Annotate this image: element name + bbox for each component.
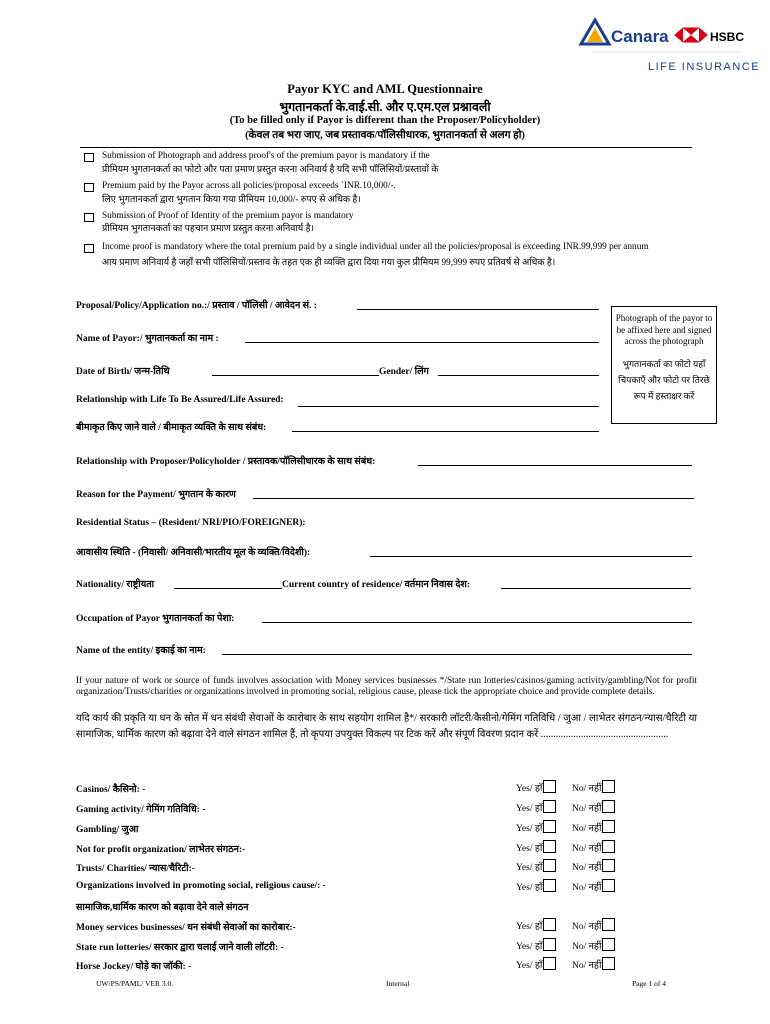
note-line: प्रीमियम भुगतानकर्ता का फोटो और पता प्रमाण प्रस्तुत करना अनिवार्य है यदि सभी पॉलिसियों/प्रस्तावों के bbox=[102, 165, 439, 175]
yes-checkbox[interactable] bbox=[543, 859, 556, 872]
answer-yes: Yes/ हाँ bbox=[516, 800, 556, 814]
answer-no: No/ नहीं bbox=[572, 820, 615, 834]
note-line: लिए भुगतानकर्ता द्वारा भुगतान किया गया प्रीमियम 10,000/- रुपए से अधिक है। bbox=[102, 195, 361, 205]
answer-no: No/ नहीं bbox=[572, 859, 615, 873]
residential-status-hi-label: आवासीय स्थिति - (निवासी/ अनिवासी/भारतीय मूल के व्यक्ति/विदेशी): bbox=[76, 548, 311, 558]
note-line: प्रीमियम भुगतानकर्ता का पहचान प्रमाण प्रस्तुत करना अनिवार्य है। bbox=[102, 224, 315, 234]
proposal-number-label: Proposal/Policy/Application no.:/ प्रस्ताव / पॉलिसी / आवेदन सं. : bbox=[76, 301, 317, 311]
note-line: आय प्रमाण अनिवार्य है जहाँ सभी पॉलिसियों/प्रस्ताव के तहत एक ही व्यक्ति द्वारा दिया गया कुल प्रीमियम 99,999 रुपए प्रतिवर्ष से अधिक है। bbox=[102, 258, 556, 268]
yes-checkbox[interactable] bbox=[543, 820, 556, 833]
payor-name-label: Name of Payor:/ भुगतानकर्ता का नाम : bbox=[76, 334, 219, 344]
hsbc-hexagon-icon bbox=[675, 28, 707, 42]
instructions-hi: यदि कार्य की प्रकृति या धन के स्रोत में धन संबंधी सेवाओं के कारोबार के साथ सहयोग शामिल है*/ सरकारी लॉटरी/कैसीनो/गेमिंग गतिविधि / जुआ / लाभेतर संगठन/न्यास/चैरिटी या सामाजिक, धार्मिक कारण को बढ़ावा देने वाले संगठन शामिल हैं, तो कृपया उपयुक्त विकल्प पर टिक करें और संपूर्ण विवरण प्रदान करें ................................................... bbox=[76, 713, 697, 740]
reason-input[interactable] bbox=[253, 498, 694, 499]
brand-canara: Canara bbox=[611, 27, 669, 46]
question-gambling: Gambling/ जुआ bbox=[76, 825, 139, 835]
entity-input[interactable] bbox=[222, 654, 692, 655]
answer-no: No/ नहीं bbox=[572, 800, 615, 814]
no-checkbox[interactable] bbox=[602, 938, 615, 951]
title-hi: भुगतानकर्ता के.वाई.सी. और ए.एम.एल प्रश्नावली bbox=[279, 100, 491, 114]
reason-label: Reason for the Payment/ भुगतान के कारण bbox=[76, 490, 236, 500]
photo-instruction-en: Photograph of the payor to be affixed here and signed across the photograph bbox=[615, 313, 713, 346]
answer-yes: Yes/ हाँ bbox=[516, 780, 556, 794]
question-money-services: Money services businesses/ धन संबंधी सेवाओं का कारोबार:- bbox=[76, 923, 296, 933]
relationship-la-hi-label: बीमाकृत किए जाने वाले / बीमाकृत व्यक्ति के साथ संबंध: bbox=[76, 423, 267, 433]
company-logo bbox=[573, 18, 761, 78]
yes-checkbox[interactable] bbox=[543, 938, 556, 951]
subtitle-en: (To be filled only if Payor is different than the Proposer/Policyholder) bbox=[229, 115, 541, 126]
brand-hsbc: HSBC bbox=[710, 30, 745, 44]
payor-name-input[interactable] bbox=[245, 342, 599, 343]
subtitle-hi: (केवल तब भरा जाए, जब प्रस्तावक/पॉलिसीधारक, भुगतानकर्ता से अलग हो) bbox=[245, 130, 525, 141]
divider bbox=[80, 147, 692, 148]
footer-version: UW/PS/PAML/ VER 3.0. bbox=[96, 979, 174, 988]
title-en: Payor KYC and AML Questionnaire bbox=[287, 82, 483, 96]
note-checkbox[interactable] bbox=[84, 244, 94, 253]
photo-placeholder[interactable] bbox=[611, 306, 717, 424]
yes-checkbox[interactable] bbox=[543, 800, 556, 813]
yes-checkbox[interactable] bbox=[543, 918, 556, 931]
no-checkbox[interactable] bbox=[602, 820, 615, 833]
no-checkbox[interactable] bbox=[602, 859, 615, 872]
answer-no: No/ नहीं bbox=[572, 879, 615, 893]
question-lotteries: State run lotteries/ सरकार द्वारा चलाई जाने वाली लॉटरी: - bbox=[76, 943, 284, 953]
residential-status-input[interactable] bbox=[370, 556, 692, 557]
relationship-la-input[interactable] bbox=[298, 406, 599, 407]
answer-yes: Yes/ हाँ bbox=[516, 938, 556, 952]
answer-yes: Yes/ हाँ bbox=[516, 859, 556, 873]
answer-no: No/ नहीं bbox=[572, 957, 615, 971]
note-checkbox[interactable] bbox=[84, 183, 94, 192]
yes-checkbox[interactable] bbox=[543, 957, 556, 970]
instructions-en: If your nature of work or source of funds involves association with Money services businesses */State run lotteries/casinos/gaming activity/gambling/Not for profit organization/Trusts/charities or organizations involved in promoting social, religious cause, please tick the appropriate choice and provide complete details. bbox=[76, 676, 697, 698]
relationship-ph-label: Relationship with Proposer/Policyholder / प्रस्तावक/पॉलिसीधारक के साथ संबंध: bbox=[76, 457, 376, 467]
answer-yes: Yes/ हाँ bbox=[516, 879, 556, 893]
gender-label: Gender/ लिंग bbox=[379, 367, 429, 377]
nationality-label: Nationality/ राष्ट्रीयता bbox=[76, 580, 155, 590]
question-organizations-hi: सामाजिक,धार्मिक कारण को बढ़ावा देने वाले संगठन bbox=[76, 903, 249, 913]
question-horse-jockey: Horse Jockey/ घोड़े का जॉकी: - bbox=[76, 962, 192, 972]
residential-status-label: Residential Status – (Resident/ NRI/PIO/FOREIGNER): bbox=[76, 518, 306, 528]
no-checkbox[interactable] bbox=[602, 918, 615, 931]
entity-label: Name of the entity/ इकाई का नाम: bbox=[76, 646, 206, 656]
note-line: Premium paid by the Payor across all policies/proposal exceeds `INR.10,000/-. bbox=[102, 181, 396, 191]
yes-checkbox[interactable] bbox=[543, 879, 556, 892]
question-organizations: Organizations involved in promoting social, religious cause/: - bbox=[76, 881, 326, 891]
relationship-la-hi-input[interactable] bbox=[292, 431, 599, 432]
proposal-number-input[interactable] bbox=[357, 309, 599, 310]
answer-yes: Yes/ हाँ bbox=[516, 820, 556, 834]
answer-yes: Yes/ हाँ bbox=[516, 957, 556, 971]
dob-label: Date of Birth/ जन्म-तिथि bbox=[76, 367, 170, 377]
relationship-ph-input[interactable] bbox=[418, 465, 692, 466]
nationality-input[interactable] bbox=[174, 588, 282, 589]
no-checkbox[interactable] bbox=[602, 800, 615, 813]
answer-no: No/ नहीं bbox=[572, 780, 615, 794]
note-checkbox[interactable] bbox=[84, 213, 94, 222]
country-label: Current country of residence/ वर्तमान निवास देश: bbox=[282, 580, 471, 590]
no-checkbox[interactable] bbox=[602, 957, 615, 970]
note-line: Submission of Proof of Identity of the premium payor is mandatory bbox=[102, 211, 354, 221]
brand-sub: LIFE INSURANCE bbox=[648, 61, 761, 73]
occupation-label: Occupation of Payor भुगतानकर्ता का पेशा: bbox=[76, 614, 235, 624]
photo-instruction-hi: भुगतानकर्ता का फोटो यहाँ चिपकाएँ और फोटो पर तिरछे रूप में हस्ताक्षर करें bbox=[618, 358, 710, 401]
no-checkbox[interactable] bbox=[602, 840, 615, 853]
note-line: Income proof is mandatory where the total premium paid by a single individual under all the policies/proposal is exceeding INR.99,999 per annum bbox=[102, 242, 649, 252]
footer-classification: Internal bbox=[386, 979, 410, 988]
yes-checkbox[interactable] bbox=[543, 780, 556, 793]
yes-checkbox[interactable] bbox=[543, 840, 556, 853]
answer-no: No/ नहीं bbox=[572, 840, 615, 854]
question-gaming: Gaming activity/ गेमिंग गतिविधि: - bbox=[76, 805, 206, 815]
note-line: Submission of Photograph and address proof's of the premium payor is mandatory if the bbox=[102, 151, 430, 161]
country-input[interactable] bbox=[501, 588, 691, 589]
question-not-for-profit: Not for profit organization/ लाभेतर संगठन:- bbox=[76, 845, 246, 855]
no-checkbox[interactable] bbox=[602, 879, 615, 892]
footer-page-number: Page 1 of 4 bbox=[632, 979, 666, 988]
dob-input[interactable] bbox=[212, 375, 379, 376]
answer-no: No/ नहीं bbox=[572, 938, 615, 952]
answer-yes: Yes/ हाँ bbox=[516, 918, 556, 932]
question-trusts: Trusts/ Charities/ न्यास/चैरिटी:- bbox=[76, 864, 195, 874]
gender-input[interactable] bbox=[438, 375, 599, 376]
answer-yes: Yes/ हाँ bbox=[516, 840, 556, 854]
question-casinos: Casinos/ कैसिनो: - bbox=[76, 785, 146, 795]
relationship-la-label: Relationship with Life To Be Assured/Life Assured: bbox=[76, 395, 284, 405]
no-checkbox[interactable] bbox=[602, 780, 615, 793]
answer-no: No/ नहीं bbox=[572, 918, 615, 932]
note-checkbox[interactable] bbox=[84, 153, 94, 162]
occupation-input[interactable] bbox=[262, 622, 692, 623]
canara-hsbc-logo-icon bbox=[573, 18, 761, 78]
